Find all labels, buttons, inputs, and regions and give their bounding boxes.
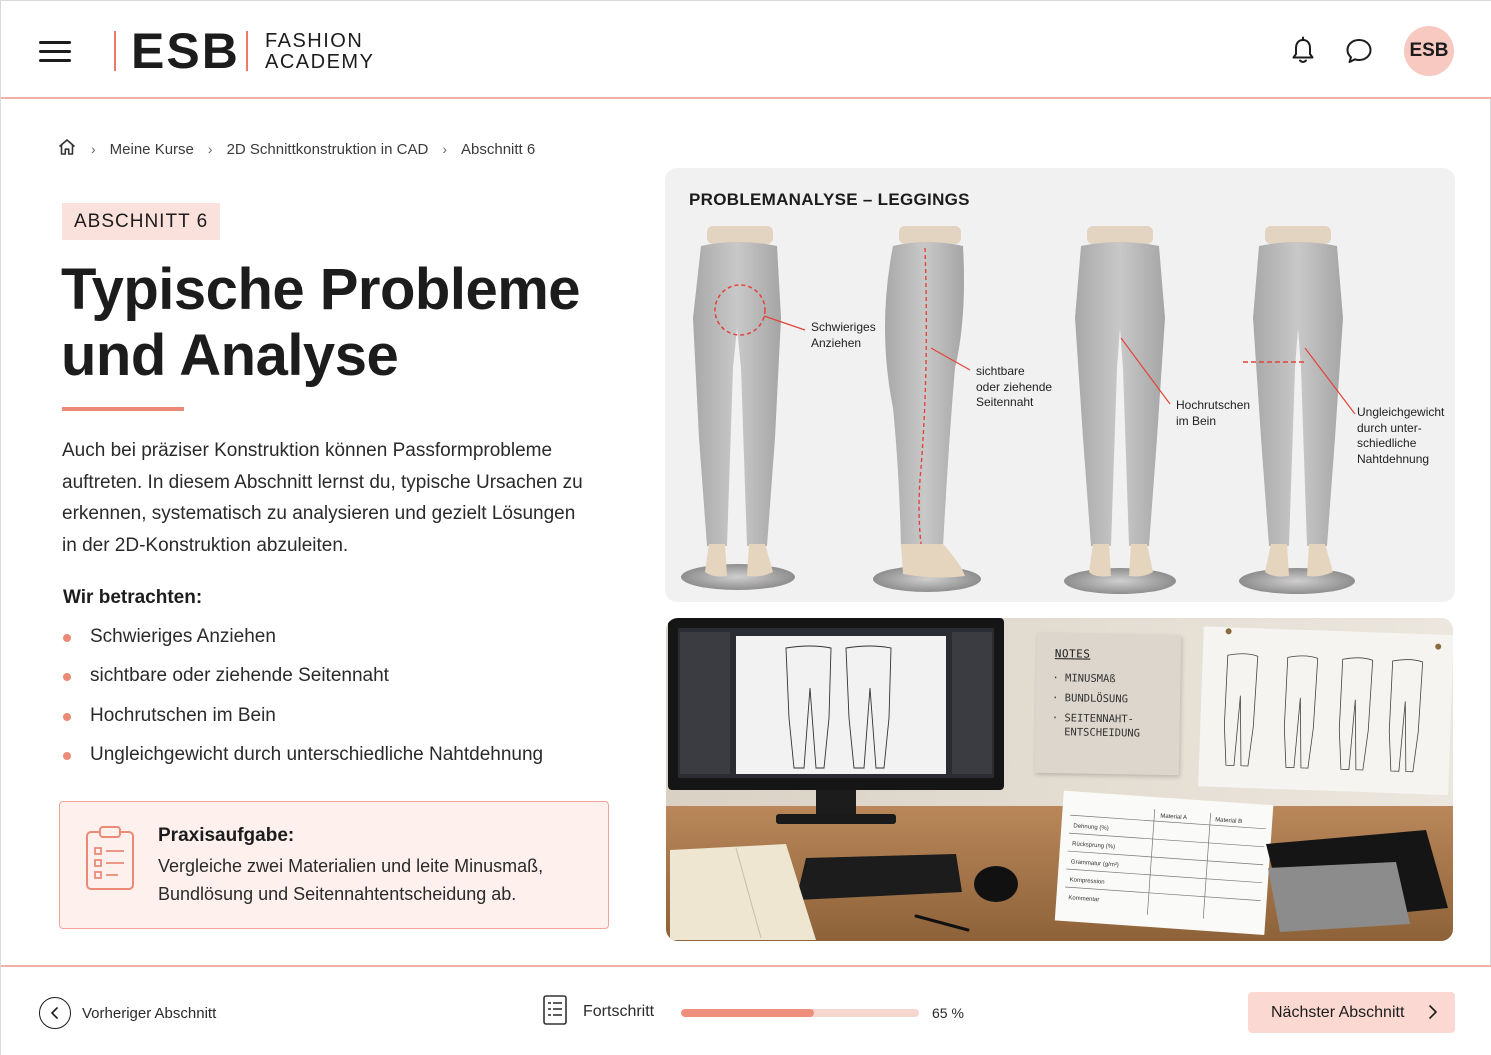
chevron-left-icon <box>39 997 71 1029</box>
bullet-dot <box>63 634 71 642</box>
list-item <box>63 662 543 701</box>
bottom-navigation <box>1 965 1491 1055</box>
bullet-dot <box>63 713 71 721</box>
panel-title: PROBLEMANALYSE – LEGGINGS <box>689 190 970 209</box>
notes-item: ENTSCHEIDUNG <box>1051 726 1141 740</box>
leggings-illustration <box>665 168 1455 602</box>
table-row: Grammatur (g/m²) <box>1070 859 1119 869</box>
logo-divider-left <box>114 31 116 71</box>
breadcrumb-item-meine-kurse[interactable]: Meine Kurse <box>109 140 194 158</box>
breadcrumb-item-course[interactable]: 2D Schnittkonstruktion in CAD <box>226 140 429 158</box>
breadcrumb <box>57 138 535 160</box>
practice-task-box <box>59 801 609 929</box>
breadcrumb-chevron-icon: › <box>207 141 213 157</box>
task-text: Vergleiche zwei Materialien und leite Minusmaß, Bundlösung und Seitennahtentscheidung ab. <box>158 856 544 904</box>
progress-bar <box>681 1009 919 1017</box>
annotation-seitennaht: sichtbare oder ziehende Seitennaht <box>976 364 1053 409</box>
list-item <box>63 623 543 662</box>
annotation-hochrutschen: Hochrutschen im Bein <box>1176 398 1251 428</box>
problem-list <box>63 623 543 780</box>
notes-item: · MINUSMAß <box>1052 672 1116 686</box>
title-underline <box>62 407 184 411</box>
next-section-button[interactable] <box>1248 992 1455 1033</box>
task-title: Praxisaufgabe: <box>158 825 295 846</box>
section-tag: ABSCHNITT 6 <box>62 203 220 240</box>
bell-icon[interactable] <box>1288 36 1318 66</box>
logo-divider-right <box>246 31 248 71</box>
logo-subtitle <box>265 31 374 73</box>
list-heading: Wir betrachten: <box>63 587 203 608</box>
breadcrumb-chevron-icon: › <box>91 141 96 157</box>
logo-subtitle-line2: ACADEMY <box>265 51 375 73</box>
workspace-photo <box>666 618 1453 941</box>
intro-text: Auch bei präziser Konstruktion können Passformprobleme auftreten. In diesem Abschnitt lernst du, typische Ursachen zu erkennen, systematisch zu analysieren und gezielt Lösungen in der 2D-Konstruktion abzuleiten. <box>62 440 583 557</box>
breadcrumb-chevron-icon: › <box>442 141 447 157</box>
previous-section-button[interactable] <box>39 997 216 1029</box>
hamburger-menu-icon[interactable] <box>39 39 73 65</box>
bullet-dot <box>63 752 71 760</box>
user-avatar[interactable]: ESB <box>1404 26 1454 76</box>
table-row: Kompression <box>1069 877 1105 886</box>
mannequin-side <box>873 226 981 592</box>
mannequin-front <box>681 226 805 590</box>
clipboard-checklist-icon <box>84 824 136 892</box>
list-item-label: Schwieriges Anziehen <box>90 626 276 647</box>
bullet-dot <box>63 673 71 681</box>
list-item-label: Hochrutschen im Bein <box>90 704 276 726</box>
top-header <box>1 1 1491 99</box>
notes-item: · SEITENNAHT- <box>1051 712 1135 726</box>
notes-item: · BUNDLÖSUNG <box>1051 692 1129 706</box>
annotation-schwieriges-anziehen: Schwieriges Anziehen <box>811 320 876 350</box>
list-item-label: sichtbare oder ziehende Seitennaht <box>90 665 389 687</box>
list-item <box>63 741 543 780</box>
table-row: Rücksprung (%) <box>1071 841 1116 851</box>
logo-esb[interactable]: ESB <box>131 23 240 79</box>
list-item <box>63 702 543 741</box>
table-row: Dehnung (%) <box>1073 823 1109 832</box>
page-title: Typische Probleme und Analyse <box>61 257 581 388</box>
previous-section-label: Vorheriger Abschnitt <box>82 1004 217 1022</box>
next-section-label: Nächster Abschnitt <box>1271 1003 1405 1021</box>
logo-subtitle-line1: FASHION <box>265 30 364 52</box>
progress-list-icon <box>542 994 568 1026</box>
progress-label: Fortschritt <box>583 1003 655 1020</box>
table-row: Kommentar <box>1068 895 1100 904</box>
chat-bubble-icon[interactable] <box>1344 36 1374 66</box>
annotation-ungleichgewicht: Ungleichgewicht durch unter- schiedliche Nahtdehnung <box>1357 405 1445 466</box>
mannequin-back <box>1064 226 1176 594</box>
notes-paper <box>1035 633 1181 775</box>
progress-percent: 65 % <box>932 1005 964 1021</box>
breadcrumb-item-current: Abschnitt 6 <box>461 140 536 158</box>
mannequin-imbalance <box>1239 226 1355 594</box>
notes-heading: NOTES <box>1054 647 1091 661</box>
table-col-b: Material B <box>1214 817 1243 826</box>
chevron-right-icon <box>1426 1004 1440 1020</box>
progress-bar-fill <box>681 1009 814 1017</box>
table-col-a: Material A <box>1160 813 1188 822</box>
home-icon[interactable] <box>57 137 77 161</box>
list-item-label: Ungleichgewicht durch unterschiedliche Nahtdehnung <box>90 743 544 765</box>
problem-analysis-panel <box>665 168 1455 602</box>
